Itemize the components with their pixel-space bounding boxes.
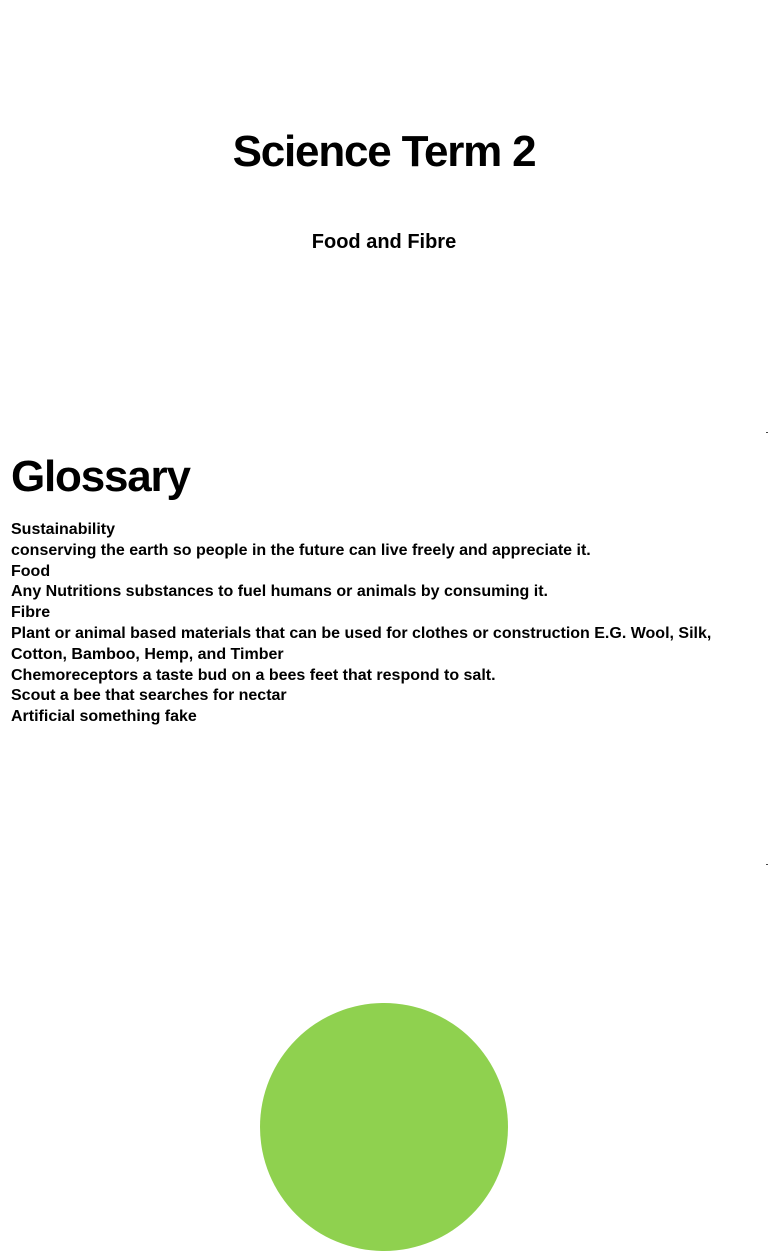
glossary-entry: Scout a bee that searches for nectar: [11, 687, 287, 705]
slide-subtitle: Food and Fibre: [311, 231, 457, 253]
glossary-term: Food: [11, 562, 51, 580]
glossary-definition: Plant or animal based materials that can be used for clothes or construction E.G. Wool, Silk, Cotton, Bamboo, Hemp, and Timber: [11, 624, 712, 663]
glossary-entry: Chemoreceptors a taste bud on a bees feet that respond to salt.: [11, 666, 496, 684]
glossary-definition: Any Nutritions substances to fuel humans or animals by consuming it.: [11, 583, 548, 601]
glossary-term: Sustainability: [11, 521, 116, 538]
glossary-heading: Glossary: [11, 452, 190, 501]
glossary-list: [11, 520, 756, 728]
glossary-entry: Artificial something fake: [11, 708, 197, 726]
glossary-term: Fibre: [11, 604, 51, 622]
slide-title: Science Term 2: [232, 127, 536, 176]
glossary-definition: conserving the earth so people in the future can live freely and appreciate it.: [11, 541, 591, 559]
green-circle-decoration: [260, 1003, 508, 1251]
